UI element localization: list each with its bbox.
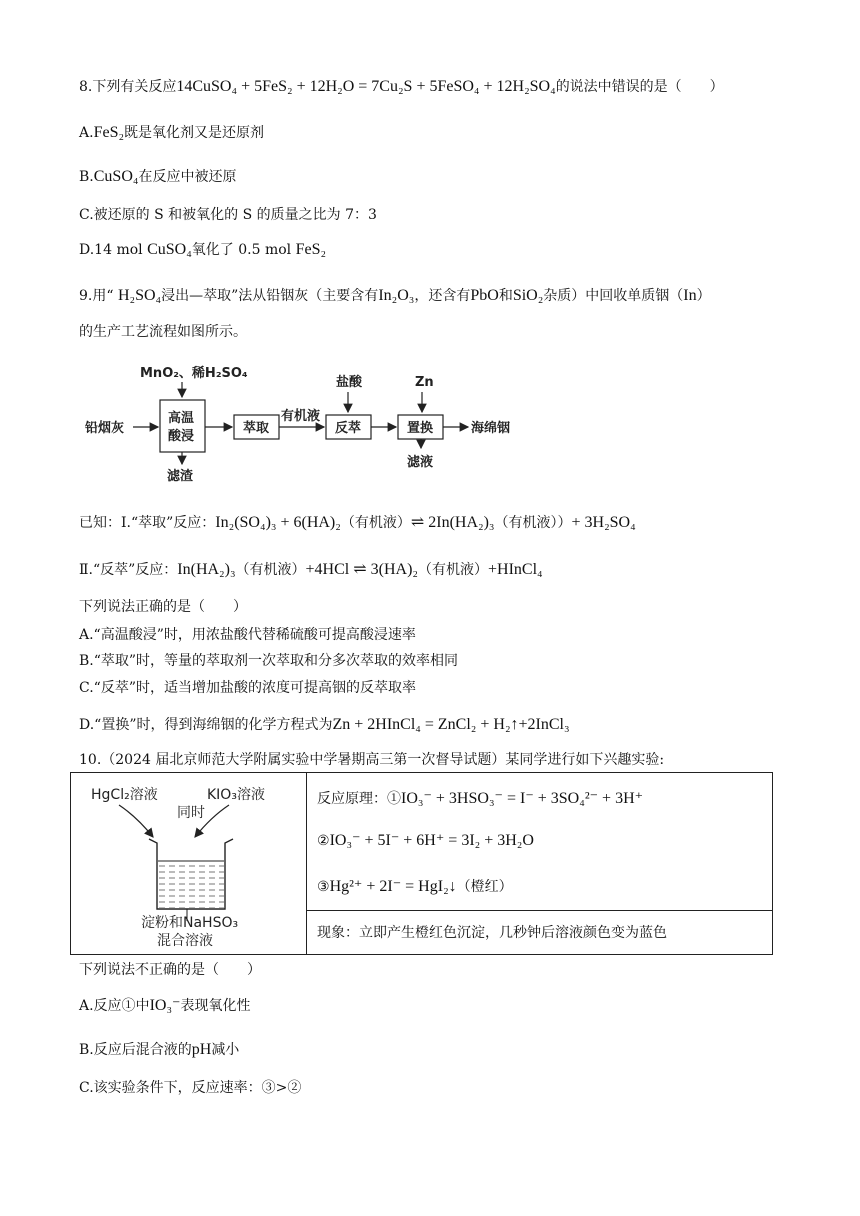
q10-option-b: B.反应后混合液的pH减小 — [79, 1041, 240, 1058]
q9-option-c: C.“反萃”时，适当增加盐酸的浓度可提高铟的反萃取率 — [79, 680, 416, 696]
process-flow-diagram — [85, 362, 545, 487]
q8-option-a: A.FeS₂既是氧化剂又是还原剂 — [79, 124, 265, 141]
q9-stem-line2: 的生产工艺流程如图所示。 — [79, 324, 247, 340]
flow-residue: 滤渣 — [167, 469, 194, 484]
fig-right-reagent: KIO₃溶液 — [207, 787, 265, 803]
flow-filtrate: 滤液 — [407, 455, 434, 470]
q8-option-c: C.被还原的 S 和被氧化的 S 的质量之比为 7：3 — [79, 207, 377, 223]
q10-stem: 10.（2024 届北京师范大学附属实验中学暑期高三第一次督导试题）某同学进行如下兴趣实验: — [79, 752, 665, 768]
flow-box-displace-label: 置换 — [407, 421, 434, 436]
flow-mid-label: 有机液 — [281, 409, 321, 424]
q9-option-d: D.“置换”时，得到海绵铟的化学方程式为Zn + 2HInCl₄ = ZnCl₂ + H₂↑+2InCl₃ — [79, 716, 570, 733]
q9-option-a: A.“高温酸浸”时，用浓盐酸代替稀硫酸可提高酸浸速率 — [79, 627, 416, 643]
q9-known-2: Ⅱ.“反萃”反应：In(HA₂)₃（有机液）+4HCl ⇌ 3(HA)₂（有机液）+HInCl₄ — [79, 561, 543, 578]
q9-ask: 下列说法正确的是（ ） — [79, 599, 247, 615]
q8-stem: 8.下列有关反应14CuSO₄ + 5FeS₂ + 12H₂O = 7Cu₂S + 5FeSO₄ + 12H₂SO₄的说法中错误的是（ ） — [79, 78, 724, 95]
flow-raw-material: 铅烟灰 — [85, 421, 125, 436]
flow-box-leach — [160, 400, 205, 452]
reaction-3: ③Hg²⁺ + 2I⁻ = HgI₂↓（橙红） — [317, 878, 513, 895]
q8-option-b: B.CuSO₄在反应中被还原 — [79, 168, 237, 185]
beaker-figure — [79, 779, 299, 951]
q9-option-b: B.“萃取”时，等量的萃取剂一次萃取和分多次萃取的效率相同 — [79, 653, 459, 669]
flow-box-extract-label: 萃取 — [243, 421, 270, 436]
flow-top-reagent: MnO₂、稀H₂SO₄ — [140, 366, 248, 381]
flow-reagent-zn: Zn — [415, 375, 434, 390]
q10-option-a: A.反应①中IO₃⁻表现氧化性 — [79, 997, 251, 1014]
q9-known-1: 已知：Ⅰ.“萃取”反应：In₂(SO₄)₃ + 6(HA)₂（有机液）⇌ 2In(HA₂)₃（有机液））+ 3H₂SO₄ — [79, 514, 636, 531]
flow-reagent-hcl: 盐酸 — [336, 375, 363, 390]
fig-bottom-line2: 混合溶液 — [157, 933, 213, 949]
q8-equation: 14CuSO₄ + 5FeS₂ + 12H₂O = 7Cu₂S + 5FeSO₄ + 12H₂SO₄ — [176, 78, 556, 95]
q8-option-d: D.14 mol CuSO₄氧化了 0.5 mol FeS₂ — [79, 241, 327, 258]
phenomenon: 现象：立即产生橙红色沉淀，几秒钟后溶液颜色变为蓝色 — [317, 925, 667, 941]
reaction-2: ②IO₃⁻ + 5I⁻ + 6H⁺ = 3I₂ + 3H₂O — [317, 832, 534, 849]
reaction-1: 反应原理：①IO₃⁻ + 3HSO₃⁻ = I⁻ + 3SO₄²⁻ + 3H⁺ — [317, 790, 644, 807]
fig-bottom-line1: 淀粉和NaHSO₃ — [141, 915, 239, 931]
fig-left-reagent: HgCl₂溶液 — [91, 787, 158, 803]
fig-same-time: 同时 — [177, 805, 205, 821]
flow-box-leach-line1: 高温 — [168, 411, 195, 426]
q10-option-c: C.该实验条件下，反应速率：③>② — [79, 1080, 302, 1096]
q10-ask: 下列说法不正确的是（ ） — [79, 962, 261, 978]
experiment-table — [70, 772, 773, 955]
flow-box-backextract-label: 反萃 — [335, 421, 362, 436]
flow-product: 海绵铟 — [471, 421, 511, 436]
q9-stem-line1: 9.用“ H₂SO₄浸出—萃取”法从铅铟灰（主要含有In₂O₃，还含有PbO和SiO₂杂质）中回收单质铟（In） — [79, 287, 711, 304]
flow-box-leach-line2: 酸浸 — [168, 429, 195, 444]
